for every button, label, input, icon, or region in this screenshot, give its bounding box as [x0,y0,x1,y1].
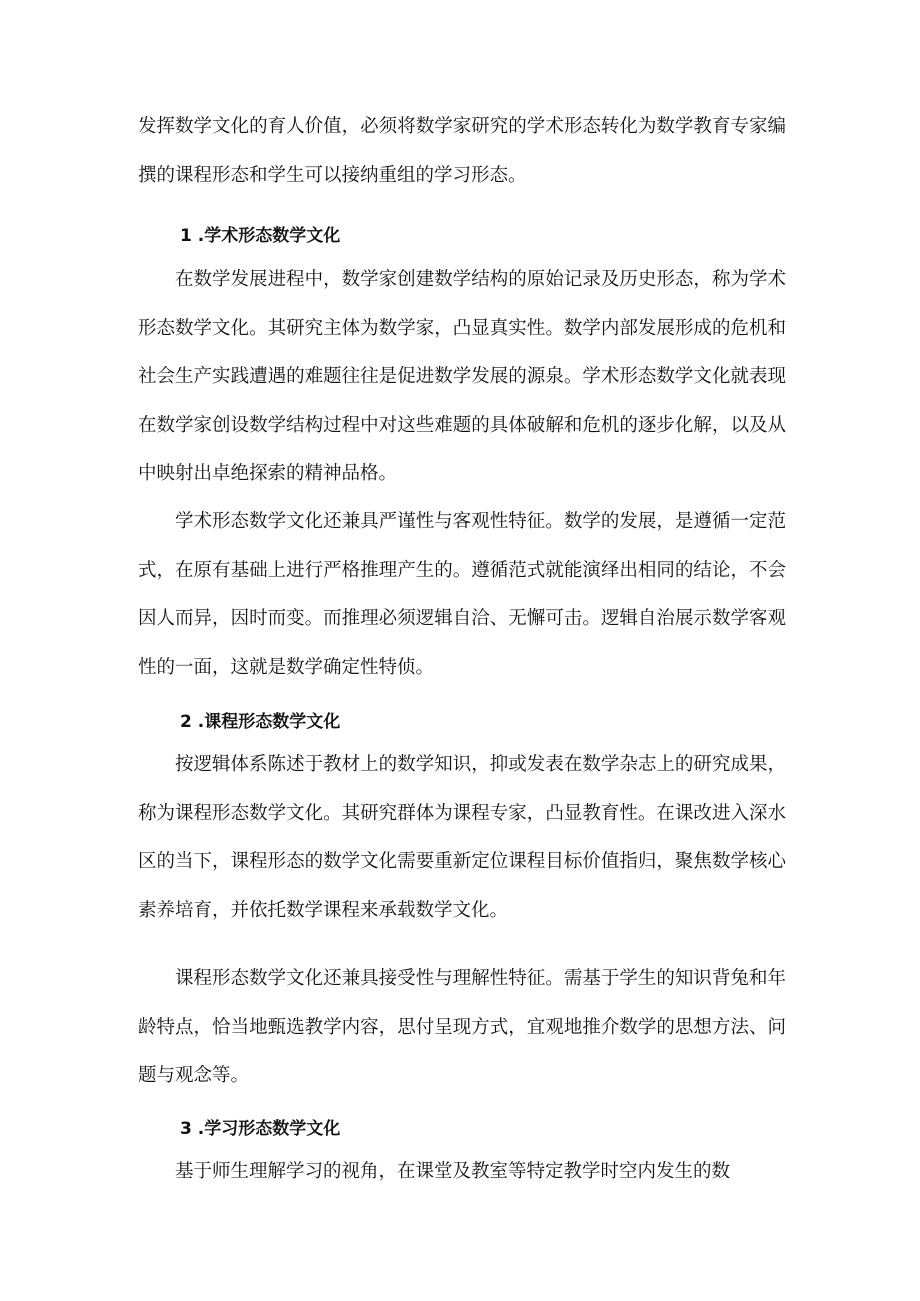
section-heading-1: 1 .学术形态数学文化 [180,226,341,246]
section-1-paragraph-2: 学术形态数学文化还兼具严谨性与客观性特征。数学的发展，是遵循一定范式，在原有基础上进行严格推理产生的。遵循范式就能演绎出相同的结论，不会因人而异，因时而变。而推理必须逻辑自洽、无懈可击。逻辑自治展示数学客观性的一面，这就是数学确定性特侦。 [138,511,786,678]
section-1-paragraph-1: 在数学发展进程中，数学家创建数学结构的原始记录及历史形态，称为学术形态数学文化。其研究主体为数学家，凸显真实性。数学内部发展形成的危机和社会生产实践遭遇的难题往往是促进数学发展的源泉。学术形态数学文化就表现在数学家创设数学结构过程中对这些难题的具体破解和危机的逐步化解，以及从中映射出卓绝探索的精神品格。 [138,269,786,484]
section-heading-2: 2 .课程形态数学文化 [180,712,341,732]
section-heading-3: 3 .学习形态数学文化 [180,1119,341,1139]
intro-paragraph: 发挥数学文化的育人价值，必须将数学家研究的学术形态转化为数学教育专家编撰的课程形态和学生可以接纳重组的学习形态。 [138,116,786,186]
section-2-paragraph-1: 按逻辑体系陈述于教材上的数学知识，抑或发表在数学杂志上的研究成果，称为课程形态数学文化。其研究群体为课程专家，凸显教育性。在课改进入深水区的当下，课程形态的数学文化需要重新定位课程目标价值指归，聚焦数学核心素养培育，并依托数学课程来承载数学文化。 [138,754,786,921]
section-2-paragraph-2: 课程形态数学文化还兼具接受性与理解性特征。需基于学生的知识背兔和年龄特点，恰当地甄选教学内容，思付呈现方式，宜观地推介数学的思想方法、问题与观念等。 [138,968,786,1086]
section-3-paragraph-1: 基于师生理解学习的视角，在课堂及教室等特定教学时空内发生的数 [175,1161,731,1182]
